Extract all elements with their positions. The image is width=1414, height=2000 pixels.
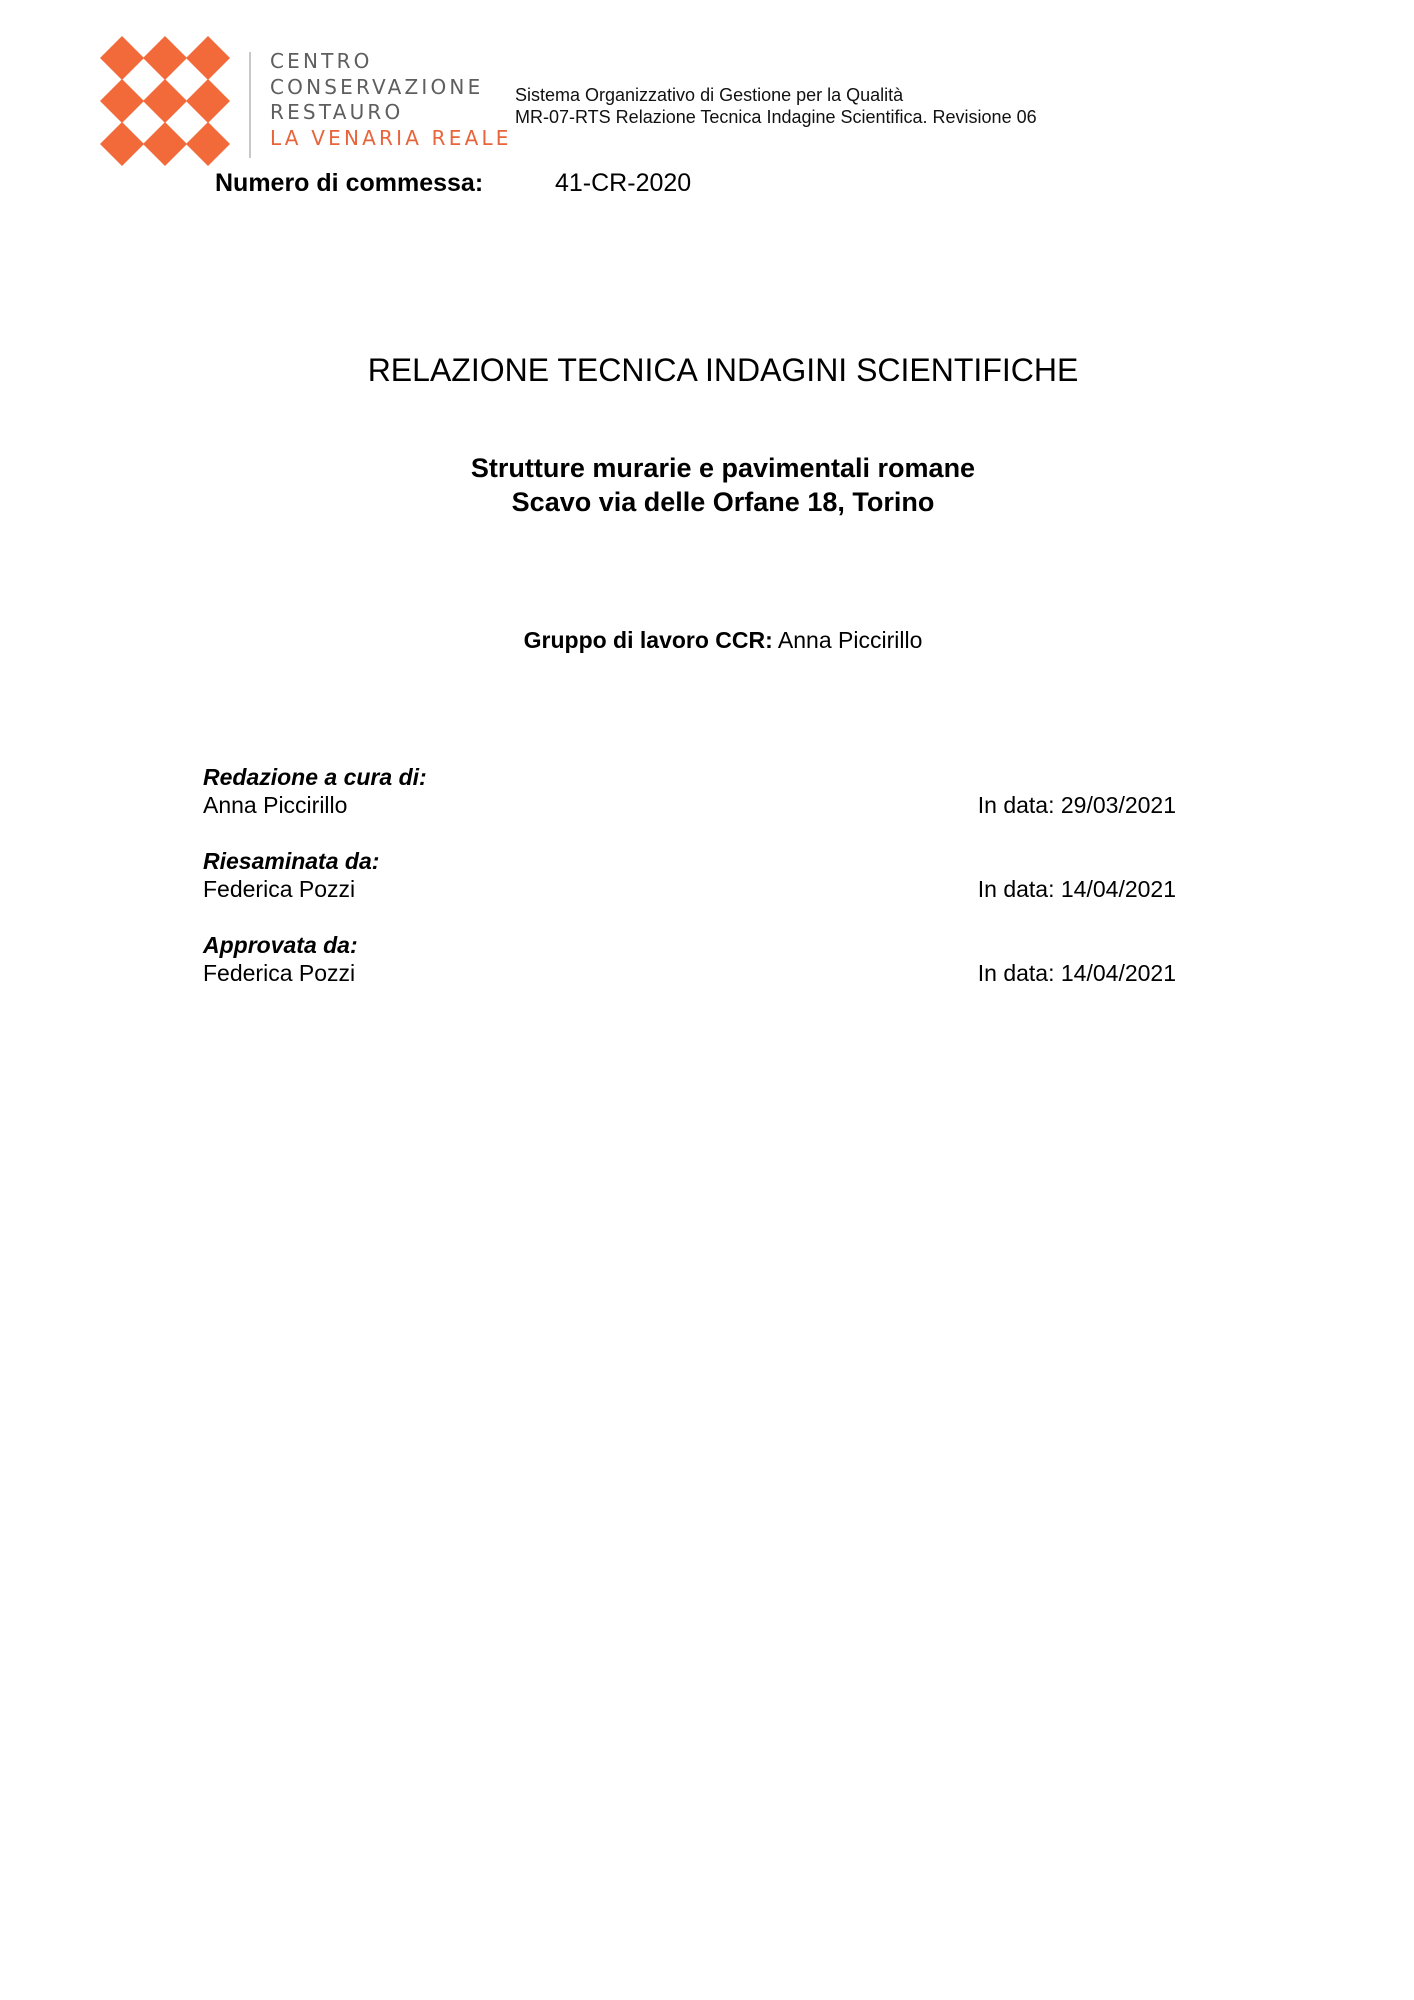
work-group-label: Gruppo di lavoro CCR: [523,627,773,653]
logo-line-venaria: LA VENARIA REALE [270,125,512,150]
logo-divider [249,52,251,158]
logo-line-restauro: RESTAURO [270,100,404,124]
signature-date-approvazione: In data: 14/04/2021 [977,960,1176,986]
work-group [0,627,1414,654]
signature-name-redazione: Anna Piccirillo [203,792,348,818]
signature-name-approvazione: Federica Pozzi [203,960,356,986]
commessa-value: 41-CR-2020 [555,169,692,197]
signature-date-redazione: In data: 29/03/2021 [977,792,1176,818]
signature-label-riesame: Riesaminata da: [203,848,380,874]
subtitle-line-2: Scavo via delle Orfane 18, Torino [511,487,935,517]
subtitle-line-1: Strutture murarie e pavimentali romane [470,453,976,483]
signature-name-riesame: Federica Pozzi [203,876,356,902]
work-group-value: Anna Piccirillo [777,627,923,653]
qms-line-2: MR-07-RTS Relazione Tecnica Indagine Scientifica. Revisione 06 [515,107,1037,127]
commessa-label: Numero di commessa: [215,169,484,197]
qms-line-1: Sistema Organizzativo di Gestione per la Qualità [515,85,904,105]
logo-text [270,49,512,151]
signature-label-redazione: Redazione a cura di: [203,764,427,790]
logo-line-centro: CENTRO [270,49,373,73]
qms-header [515,84,1037,128]
page-subtitle [0,451,1414,519]
logo-diamonds-icon [100,36,230,166]
page-title: RELAZIONE TECNICA INDAGINI SCIENTIFICHE [367,352,1079,388]
signature-label-approvazione: Approvata da: [203,932,358,958]
signature-date-riesame: In data: 14/04/2021 [977,876,1176,902]
logo-line-conservazione: CONSERVAZIONE [270,74,484,99]
